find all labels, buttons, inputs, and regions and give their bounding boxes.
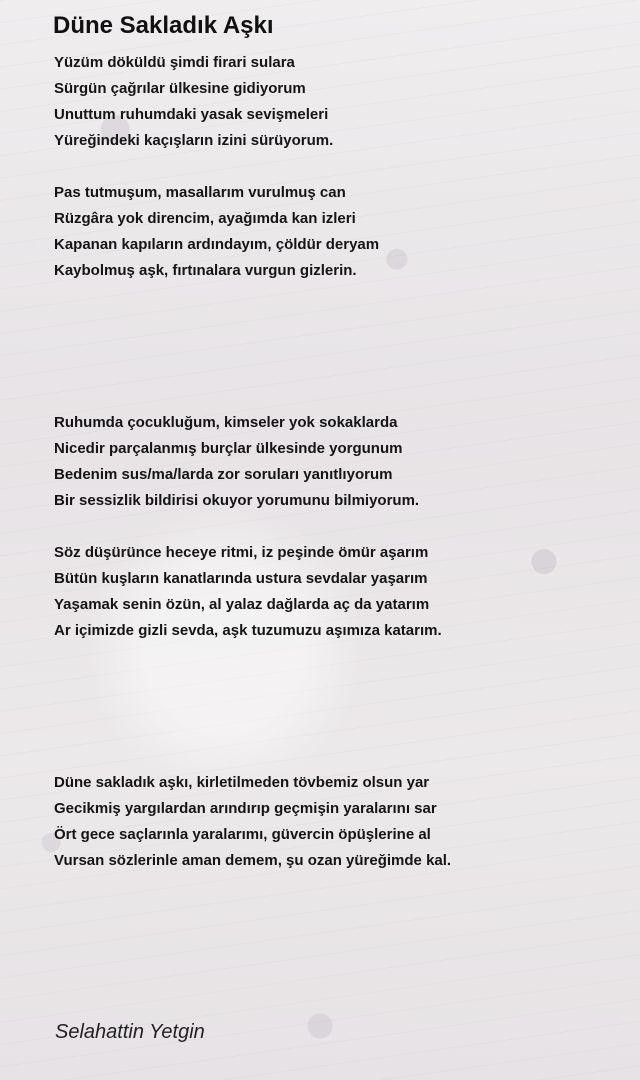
stanza-5: [54, 770, 614, 874]
poem-line: Bütün kuşların kanatlarında ustura sevdalar yaşarım: [54, 570, 428, 587]
poem-line: Ar içimizde gizli sevda, aşk tuzumuzu aşımıza katarım.: [54, 622, 442, 639]
stanza-4: [54, 540, 614, 644]
poem-line: Vursan sözlerinle aman demem, şu ozan yüreğimde kal.: [54, 852, 452, 869]
poem-line: Yüreğindeki kaçışların izini sürüyorum.: [54, 132, 334, 149]
poem-line: Bedenim sus/ma/larda zor soruları yanıtlıyorum: [54, 466, 393, 483]
poem-title: Düne Sakladık Aşkı: [53, 12, 274, 39]
poem-line: Gecikmiş yargılardan arındırıp geçmişin yaralarını sar: [54, 800, 437, 817]
poem-line: Kaybolmuş aşk, fırtınalara vurgun gizlerin.: [54, 262, 357, 279]
stanza-1: [54, 50, 614, 154]
poem-line: Unuttum ruhumdaki yasak sevişmeleri: [54, 106, 329, 123]
poem-line: Yaşamak senin özün, al yalaz dağlarda aç da yatarım: [54, 596, 430, 613]
poem-line: Ruhumda çocukluğum, kimseler yok sokaklarda: [54, 414, 398, 431]
poem-author: Selahattin Yetgin: [55, 1021, 205, 1043]
stanza-3: [54, 410, 614, 514]
poem-line: Söz düşürünce heceye ritmi, iz peşinde ömür aşarım: [54, 544, 429, 561]
poem-line: Bir sessizlik bildirisi okuyor yorumunu bilmiyorum.: [54, 492, 420, 509]
poem-line: Rüzgâra yok direncim, ayağımda kan izleri: [54, 210, 356, 227]
poem-line: Sürgün çağrılar ülkesine gidiyorum: [54, 80, 306, 97]
poem-line: Yüzüm döküldü şimdi firari sulara: [54, 54, 295, 71]
poem-line: Pas tutmuşum, masallarım vurulmuş can: [54, 184, 346, 201]
poem-line: Nicedir parçalanmış burçlar ülkesinde yorgunum: [54, 440, 403, 457]
poem-line: Ört gece saçlarınla yaralarımı, güvercin öpüşlerine al: [54, 826, 431, 843]
poem-line: Kapanan kapıların ardındayım, çöldür deryam: [54, 236, 380, 253]
poem-line: Düne sakladık aşkı, kirletilmeden tövbemiz olsun yar: [54, 774, 430, 791]
stanza-2: [54, 180, 614, 284]
